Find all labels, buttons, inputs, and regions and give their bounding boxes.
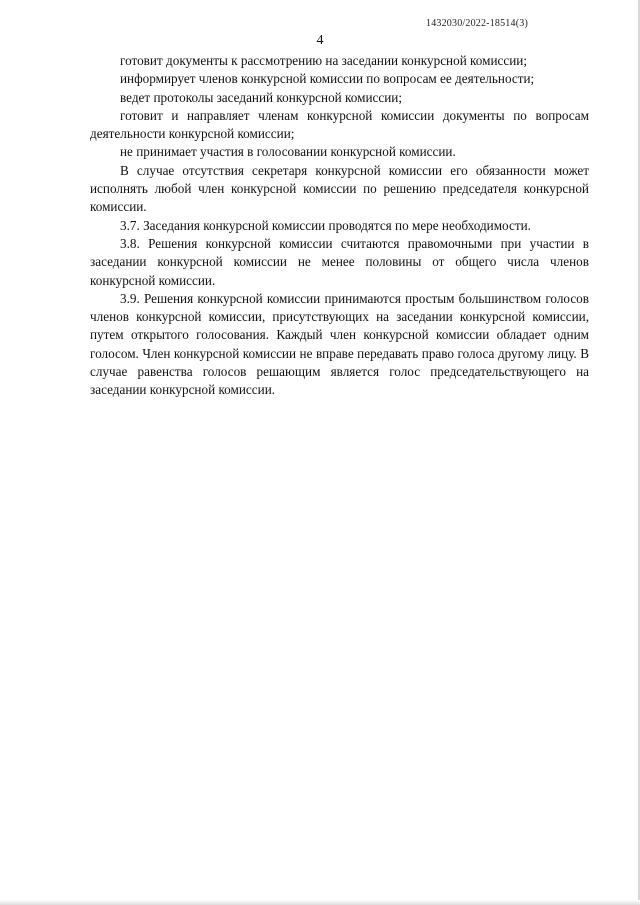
document-id: 1432030/2022-18514(3)	[426, 18, 528, 29]
paragraph-3-8: 3.8. Решения конкурсной комиссии считаются правомочными при участии в заседании конкурсной комиссии не менее половины от общего числа членов конкурсной комиссии.	[90, 235, 589, 288]
paragraph-3-9: 3.9. Решения конкурсной комиссии принимаются простым большинством голосов членов конкурсной комиссии, присутствующих на заседании конкурсной комиссии, путем открытого голосования. Каждый член конкурсной комиссии обладает одним голосом. Член конкурсной комиссии не вправе передавать право голоса другому лицу. В случае равенства голосов решающим является голос председательствующего на заседании конкурсной комиссии.	[90, 290, 589, 398]
paragraph-secretary-absence: В случае отсутствия секретаря конкурсной комиссии его обязанности может исполнять любой член конкурсной комиссии по решению председателя конкурсной комиссии.	[90, 162, 589, 215]
paragraph-duty-prepare-docs: готовит документы к рассмотрению на заседании конкурсной комиссии;	[120, 53, 528, 68]
paragraph-duty-inform-members: информирует членов конкурсной комиссии по вопросам ее деятельности;	[120, 71, 535, 87]
paragraph-3-7: 3.7. Заседания конкурсной комиссии проводятся по мере необходимости.	[120, 217, 531, 233]
document-body	[90, 52, 589, 400]
scan-edge-bottom	[0, 900, 640, 905]
page-number: 4	[316, 33, 324, 48]
paragraph-duty-keep-minutes: ведет протоколы заседаний конкурсной комиссии;	[120, 89, 403, 105]
paragraph-duty-send-docs: готовит и направляет членам конкурсной комиссии документы по вопросам деятельности конкурсной комиссии;	[90, 107, 589, 142]
paragraph-duty-no-vote: не принимает участия в голосовании конкурсной комиссии.	[120, 144, 456, 160]
